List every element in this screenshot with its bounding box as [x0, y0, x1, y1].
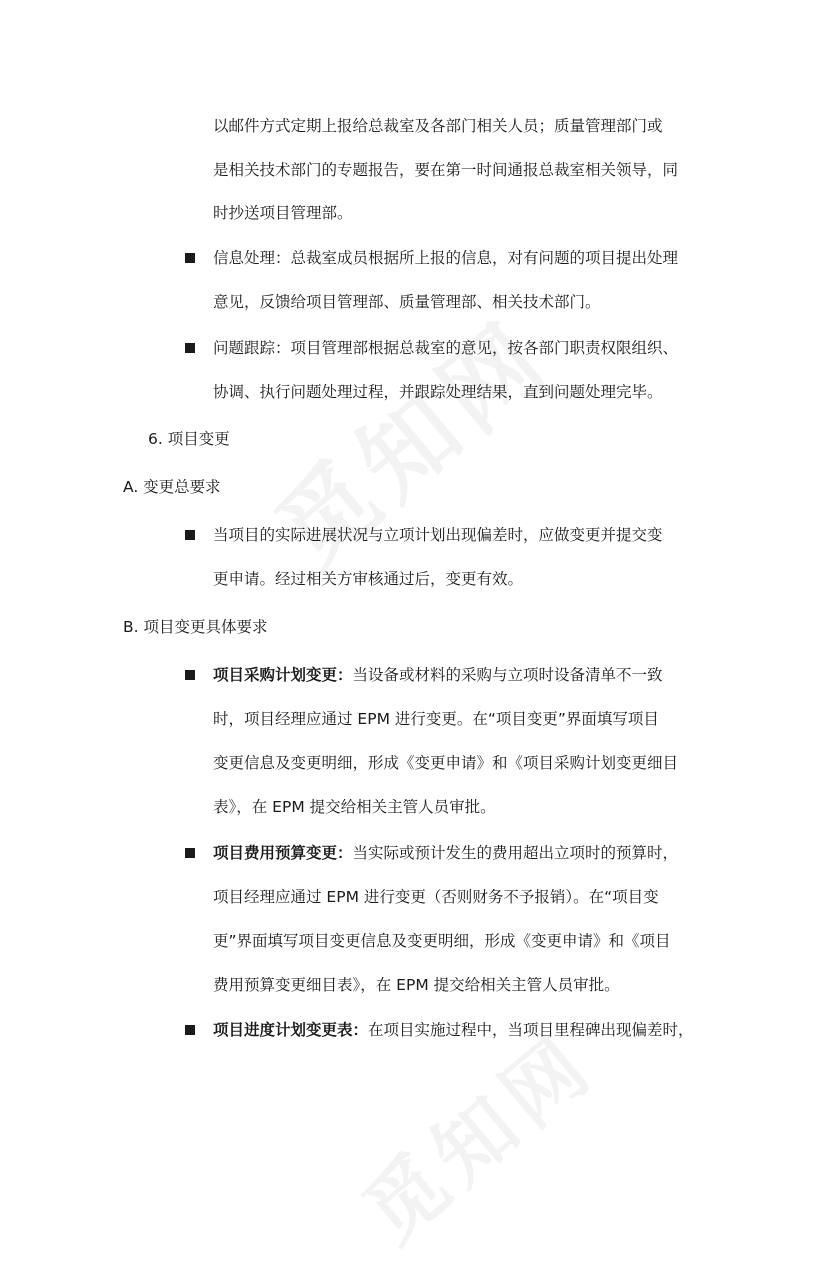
item-text: 当设备或材料的采购与立项时设备清单不一致: [352, 666, 663, 684]
paragraph-line: 问题跟踪：项目管理部根据总裁室的意见，按各部门职责权限组织、: [213, 339, 679, 357]
paragraph-line: 信息处理：总裁室成员根据所上报的信息，对有问题的项目提出处理: [213, 249, 679, 267]
paragraph-line: 费用预算变更细目表》，在 EPM 提交给相关主管人员审批。: [213, 976, 620, 994]
paragraph-line: 项目经理应通过 EPM 进行变更（否则财务不予报销）。在“项目变: [213, 888, 659, 906]
bullet-square-icon: [185, 253, 195, 263]
item-title: 项目采购计划变更：: [213, 666, 353, 684]
paragraph-line: 协调、执行问题处理过程，并跟踪处理结果，直到问题处理完毕。: [213, 383, 663, 401]
item-title: 项目进度计划变更表：: [213, 1021, 369, 1039]
paragraph-line: 表》，在 EPM 提交给相关主管人员审批。: [213, 798, 496, 816]
paragraph-line: 以邮件方式定期上报给总裁室及各部门相关人员；质量管理部门或: [213, 117, 663, 135]
item-text: 在项目实施过程中，当项目里程碑出现偏差时，: [368, 1021, 694, 1039]
paragraph-line: 更”界面填写项目变更信息及变更明细，形成《变更申请》和《项目: [213, 932, 671, 950]
paragraph-line: 更申请。经过相关方审核通过后，变更有效。: [213, 570, 524, 588]
bullet-square-icon: [185, 530, 195, 540]
paragraph-line: 时，项目经理应通过 EPM 进行变更。在“项目变更”界面填写项目: [213, 710, 659, 728]
subsection-heading: B. 项目变更具体要求: [123, 618, 268, 636]
paragraph-line: [213, 842, 678, 864]
paragraph-line: 意见，反馈给项目管理部、质量管理部、相关技术部门。: [213, 293, 601, 311]
subsection-heading: A. 变更总要求: [123, 478, 221, 496]
bullet-square-icon: [185, 343, 195, 353]
section-heading: 6. 项目变更: [148, 430, 230, 448]
paragraph-line: 是相关技术部门的专题报告，要在第一时间通报总裁室相关领导，同: [213, 161, 679, 179]
paragraph-line: [213, 1019, 694, 1041]
item-text: 当实际或预计发生的费用超出立项时的预算时，: [352, 844, 679, 862]
paragraph-line: [213, 664, 663, 686]
paragraph-line: 当项目的实际进展状况与立项计划出现偏差时，应做变更并提交变: [213, 526, 663, 544]
bullet-square-icon: [185, 848, 195, 858]
bullet-square-icon: [185, 1025, 195, 1035]
watermark: [243, 284, 575, 593]
bullet-square-icon: [185, 670, 195, 680]
item-title: 项目费用预算变更：: [213, 844, 353, 862]
paragraph-line: 时抄送项目管理部。: [213, 204, 353, 222]
paragraph-line: 变更信息及变更明细，形成《变更申请》和《项目采购计划变更细目: [213, 754, 679, 772]
